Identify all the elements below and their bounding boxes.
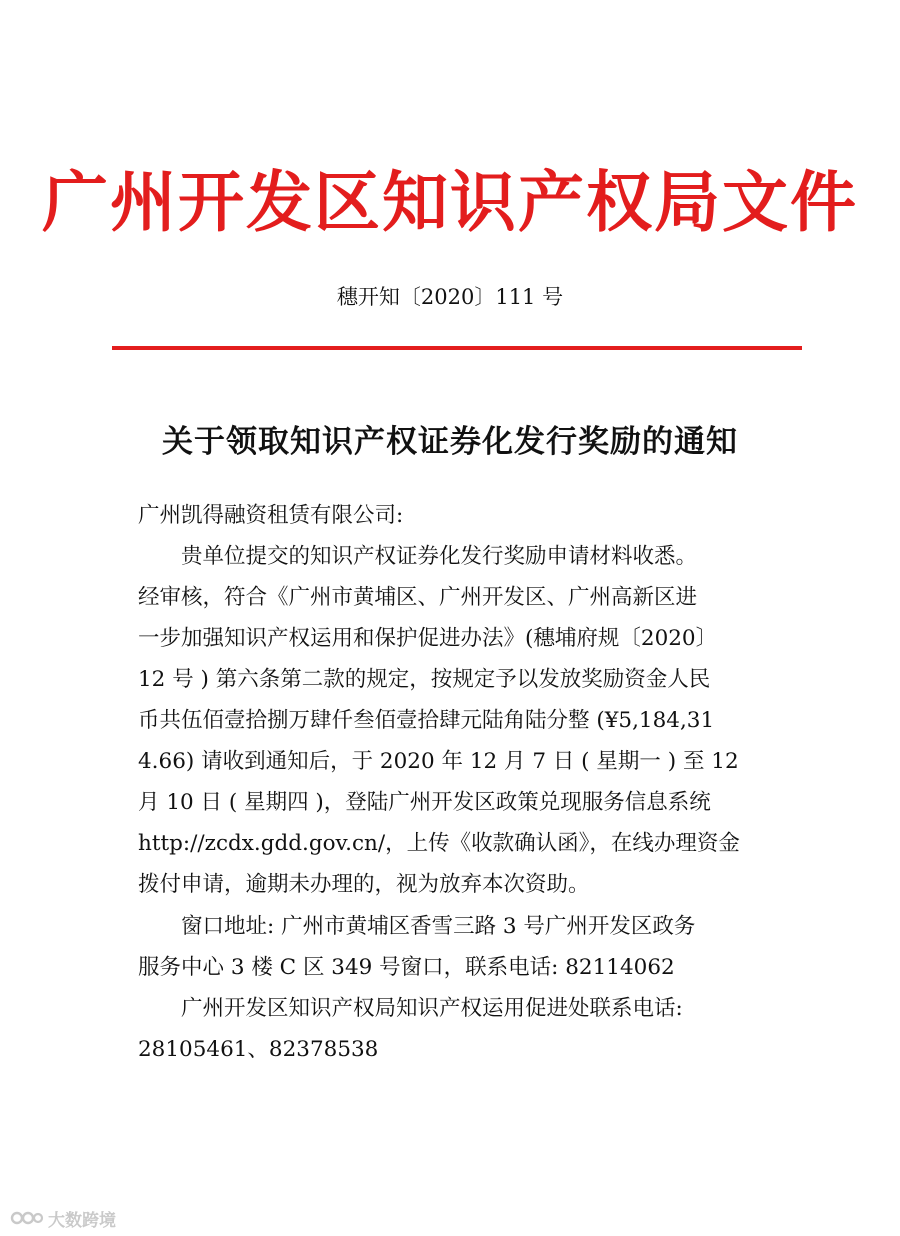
document-number: 穗开知〔2020〕111 号	[336, 285, 564, 309]
paragraph-line: 一步加强知识产权运用和保护促进办法》(穗埔府规〔2020〕	[138, 626, 718, 651]
addressee: 广州凯得融资租赁有限公司:	[138, 503, 404, 528]
paragraph-line: 币共伍佰壹拾捌万肆仟叁佰壹拾肆元陆角陆分整 (¥5,184,31	[138, 708, 715, 733]
paragraph-line: 4.66) 请收到通知后，于 2020 年 12 月 7 日 ( 星期一 ) 至 12	[138, 749, 739, 774]
paragraph-contact	[138, 988, 778, 1070]
notice-title: 关于领取知识产权证券化发行奖励的通知	[162, 424, 738, 460]
watermark-text: 大数跨境	[48, 1210, 116, 1231]
org-document-header: 广州开发区知识产权局文件	[42, 163, 858, 241]
red-divider	[112, 346, 802, 350]
paragraph-line: 贵单位提交的知识产权证券化发行奖励申请材料收悉。	[181, 544, 698, 569]
watermark	[10, 1206, 116, 1230]
paragraph-line: 12 号 ) 第六条第二款的规定，按规定予以发放奖励资金人民	[138, 667, 711, 692]
paragraph-line: 月 10 日 ( 星期四 )，登陆广州开发区政策兑现服务信息系统	[138, 790, 711, 815]
paragraph-main	[138, 536, 778, 905]
paragraph-line: 服务中心 3 楼 C 区 349 号窗口，联系电话: 82114062	[138, 955, 675, 980]
paragraph-line: 拨付申请，逾期未办理的，视为放弃本次资助。	[138, 872, 590, 897]
watermark-logo-icon	[10, 1207, 44, 1229]
paragraph-line: http://zcdx.gdd.gov.cn/，上传《收款确认函》，在线办理资金	[138, 831, 740, 856]
paragraph-line: 窗口地址: 广州市黄埔区香雪三路 3 号广州开发区政务	[181, 914, 696, 939]
paragraph-line: 经审核，符合《广州市黄埔区、广州开发区、广州高新区进	[138, 585, 698, 610]
paragraph-window-address	[138, 906, 778, 988]
paragraph-line: 广州开发区知识产权局知识产权运用促进处联系电话:	[181, 996, 683, 1021]
paragraph-line: 28105461、82378538	[138, 1037, 379, 1062]
